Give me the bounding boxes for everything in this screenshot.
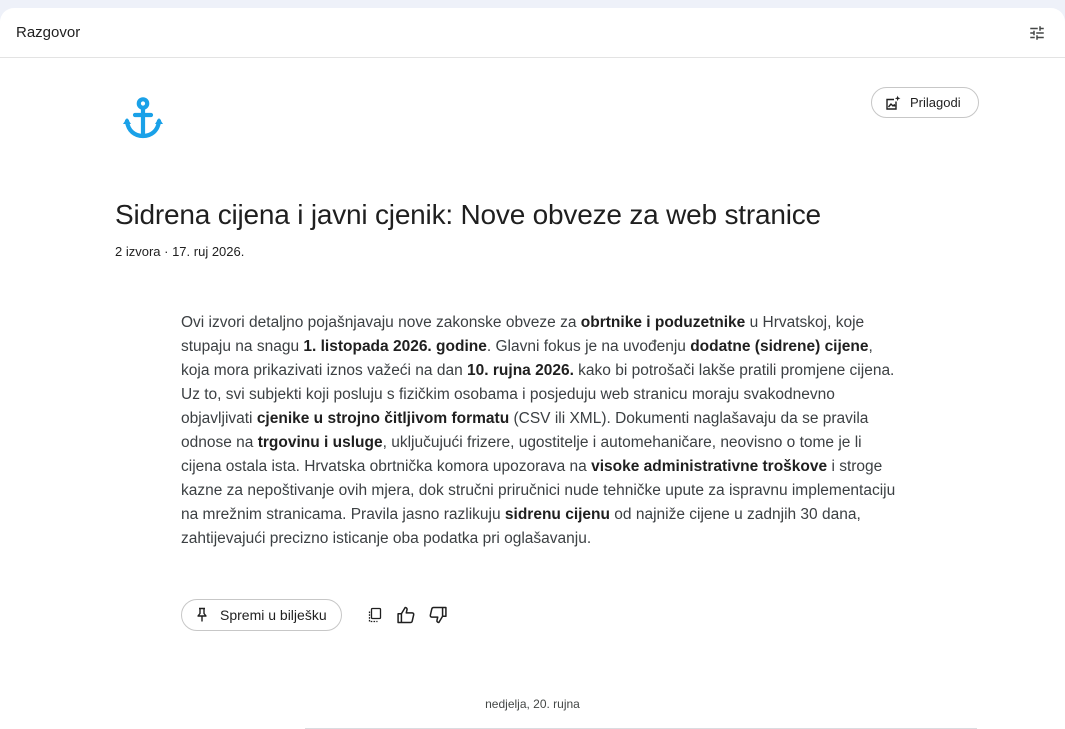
summary-actions — [181, 599, 450, 631]
summary-text: (CSV ili XML). Dokumenti naglašavaju da se pravila odnose na — [181, 410, 869, 451]
summary-highlight: dodatne (sidrene) cijene — [690, 338, 869, 355]
summary-text: u Hrvatskoj, koje stupaju na snagu — [181, 314, 865, 355]
thumb-up-icon — [396, 605, 416, 625]
settings-button[interactable] — [1021, 17, 1053, 49]
pin-icon — [194, 607, 210, 623]
save-to-note-label: Spremi u bilješku — [220, 607, 327, 623]
date-separator: nedjelja, 20. rujna — [485, 697, 580, 711]
summary-highlight: 1. listopada 2026. godine — [303, 338, 487, 355]
notebook-meta: 2 izvora · 17. ruj 2026. — [115, 244, 245, 259]
summary-text: . Glavni fokus je na uvođenju — [486, 338, 691, 355]
summary-highlight: obrtnike i poduzetnike — [580, 314, 746, 331]
copy-icon — [367, 607, 383, 623]
thumb-down-button[interactable] — [426, 603, 450, 627]
summary-text: od najniže cijene u zadnjih 30 dana, zahtijevajući precizno isticanje oba podatka pri oglašavanju. — [181, 506, 861, 547]
summary-text: , uključujući frizere, ugostitelje i automehaničare, neovisno o tome je li cijena ostala ista. Hrvatska obrtnička komora upozorava na — [181, 434, 862, 475]
save-to-note-button[interactable] — [181, 599, 342, 631]
tune-icon — [1028, 24, 1046, 42]
panel-title: Razgovor — [16, 24, 81, 41]
copy-button[interactable] — [363, 603, 387, 627]
thumb-up-button[interactable] — [394, 603, 418, 627]
notebook-panel — [0, 8, 1065, 729]
summary-highlight: sidrenu cijenu — [504, 506, 610, 523]
notebook-title: Sidrena cijena i javni cjenik: Nove obveze za web stranice — [115, 199, 821, 230]
anchor-icon — [122, 96, 164, 140]
customize-label: Prilagodi — [910, 95, 961, 110]
summary-text: i stroge kazne za nepoštivanje ovih mjera, dok stručni priručnici nude tehničke upute za ispravnu implementaciju na mrežnim stranicama. Pravila jasno razlikuju — [181, 458, 896, 523]
chat-header — [0, 8, 1065, 58]
customize-image-icon — [885, 95, 901, 111]
customize-button[interactable] — [871, 87, 979, 118]
summary-text: kako bi potrošači lakše pratili promjene cijena. Uz to, svi subjekti koji posluju s fizičkim osobama i posjeduju web stranicu moraju svakodnevno objavljivati — [181, 362, 895, 427]
notebook-summary — [181, 311, 903, 551]
summary-highlight: visoke administrativne troškove — [591, 458, 828, 475]
summary-highlight: cjenike u strojno čitljivom formatu — [256, 410, 510, 427]
summary-highlight: trgovinu i usluge — [257, 434, 383, 451]
thumb-down-icon — [428, 605, 448, 625]
summary-text: , koja mora prikazivati iznos važeći na dan — [181, 338, 873, 379]
summary-text: Ovi izvori detaljno pojašnjavaju nove zakonske obveze za — [181, 314, 581, 331]
summary-highlight: 10. rujna 2026. — [467, 362, 574, 379]
